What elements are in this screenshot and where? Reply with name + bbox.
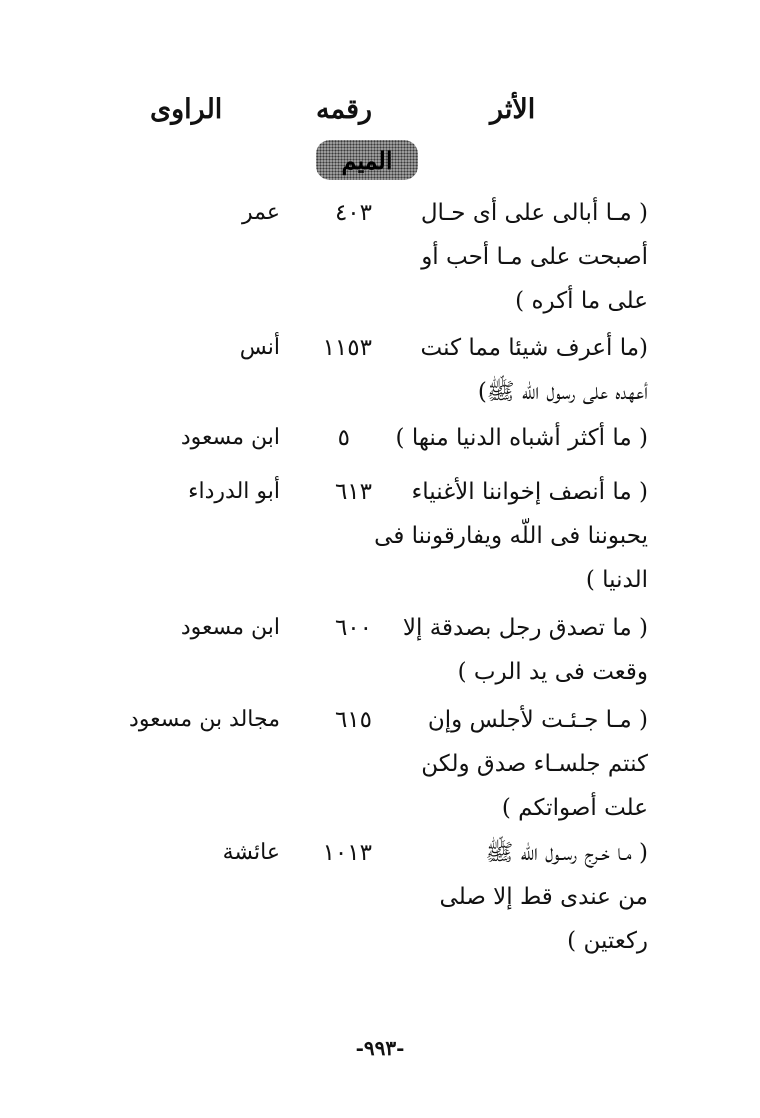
entry-text-line: ( ما أنصف إخواننا الأغنياء — [411, 479, 648, 505]
entry-narrator: ابن مسعود — [180, 615, 280, 640]
entry-text-line: من عندى قط إلا صلى — [439, 884, 648, 910]
entry-text — [440, 831, 648, 963]
section-heading-badge: الميم — [316, 140, 418, 180]
column-header-narrator: الراوى — [150, 94, 223, 125]
entry-text — [403, 606, 648, 694]
entry-text-line: أعهده على رسول اللّه ﷺ) — [477, 379, 648, 405]
entry-text-line: ( مـا جـئـت لأجلس وإن — [427, 707, 648, 733]
entry-narrator: ابن مسعود — [180, 425, 280, 450]
entry-number: ٦٠٠ — [334, 615, 372, 641]
entry-text-line: (ما أعرف شيئا مما كنت — [420, 335, 648, 361]
entry-text-line: ( ما تصدق رجل بصدقة إلا — [402, 615, 648, 641]
entry-text-line: يحبوننا فى اللّه ويفارقوننا فى — [374, 523, 648, 549]
entry-narrator: أبو الدرداء — [188, 479, 280, 504]
entry-number: ٥ — [337, 425, 350, 451]
entry-text-line: أصبحت على مـا أحب أو — [421, 244, 648, 270]
entry-narrator: عائشة — [222, 840, 280, 865]
entry-text-line: الدنيا ) — [585, 567, 648, 593]
entry-text-line: كنتم جلسـاء صدق ولكن — [421, 751, 648, 777]
entry-text-line: علت أصواتكم ) — [501, 795, 648, 821]
column-header-athar: الأثر — [490, 94, 536, 125]
entry-number: ١٠١٣ — [322, 840, 372, 866]
entry-text — [374, 470, 648, 602]
entry-text — [421, 326, 648, 414]
entry-text-line: ( ما أكثر أشباه الدنيا منها ) — [395, 425, 648, 451]
page-number: -٩٩٣- — [355, 1036, 405, 1060]
entry-text-line: ( مـا أبالى على أى حـال — [420, 200, 648, 226]
column-header-number: رقمه — [316, 94, 373, 125]
entry-text-line: وقعت فى يد الرب ) — [457, 659, 648, 685]
entry-text-line: على ما أكره ) — [515, 288, 648, 314]
entry-text-line: ركعتين ) — [567, 928, 648, 954]
entry-number: ٤٠٣ — [334, 200, 372, 226]
entry-number: ٦١٥ — [334, 707, 372, 733]
entry-number: ٦١٣ — [334, 479, 372, 505]
entry-text-line: ( مـا خـرج رسـول اللّه ﷺ — [485, 840, 648, 866]
entry-text — [421, 191, 648, 323]
entry-text — [396, 416, 648, 460]
entry-text — [421, 698, 648, 830]
entry-number: ١١٥٣ — [322, 335, 372, 361]
entry-narrator: مجالد بن مسعود — [129, 707, 280, 732]
entry-narrator: أنس — [239, 335, 280, 360]
entry-narrator: عمر — [242, 200, 280, 225]
